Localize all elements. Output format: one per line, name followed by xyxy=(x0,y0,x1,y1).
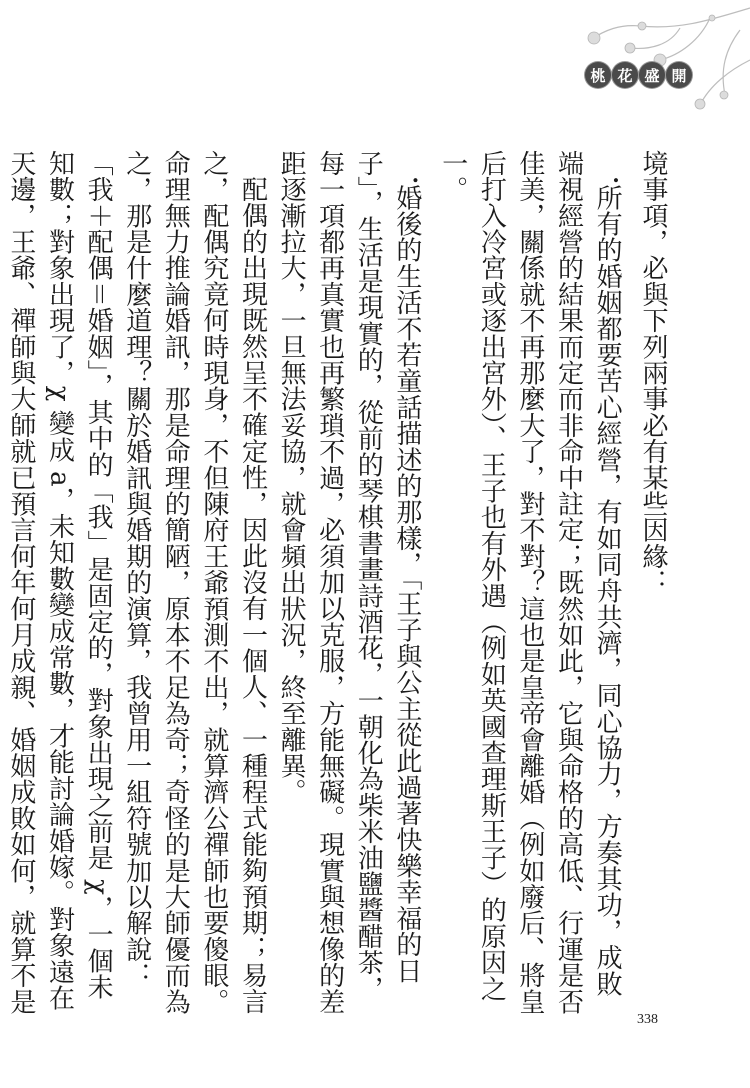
paragraph-text: 婚後的生活不若童話描述的那樣，「王子與公主從此過著快樂幸福的日子」，生活是現實的，從前的琴棋書畫詩酒花，一朝化為柴米油鹽醬醋茶，每一項都再真實也再繁瑣不過，必須加以克服，方能無礙。現實與想像的差距逐漸拉大，一旦無法妥協，就會頻出狀況，終至離異。 xyxy=(276,150,422,1015)
paragraph-text: 配偶的出現既然呈不確定性，因此沒有一個人、一種程式能夠預期；易言之，配偶究竟何時現身，不但陳府王爺預測不出，就算濟公禪師也要傻眼。命理無力推論婚訊，那是命理的簡陋，原本不足為奇；奇怪的是大師優而為之，那是什麼道理？關於婚訊與婚期的演算，我曾用一組符號加以解說：「我＋配偶＝婚姻」，其中的「我」是固定的，對象出現之前是 χ，一個未知數；對象出現了，χ 變成 a，未知數變成常數，才能討論婚嫁。對象遠在天邊，王爺、禪師與大師就已預言何年何月成親、婚姻成敗如何，就算不是 xyxy=(5,150,268,1015)
paragraph-bullet-2 xyxy=(271,150,433,1020)
chapter-badge xyxy=(585,62,692,88)
paragraph-main xyxy=(0,150,271,1020)
bullet-icon: • xyxy=(606,176,623,185)
chapter-char-2: 花 xyxy=(612,62,638,88)
page-number: 338 xyxy=(637,1012,658,1027)
paragraph-bullet-1 xyxy=(433,150,633,1020)
vertical-body-text xyxy=(5,150,672,1020)
bullet-icon: • xyxy=(406,176,423,185)
paragraph-text: 所有的婚姻都要苦心經營，有如同舟共濟，同心協力，方奏其功，成敗端視經營的結果而定而非命中註定；既然如此，它與命格的高低、行運是否佳美，關係就不再那麼大了，對不對？這也是皇帝會離婚（例如廢后、將皇后打入冷宮或逐出宮外）、王子也有外遇（例如英國查理斯王子）的原因之一。 xyxy=(437,150,623,1015)
chapter-char-1: 桃 xyxy=(585,62,611,88)
chapter-char-3: 盛 xyxy=(639,62,665,88)
paragraph-intro xyxy=(633,150,672,1020)
paragraph-text: 境事項，必與下列兩事必有某些因緣： xyxy=(638,150,668,596)
chapter-char-4: 開 xyxy=(666,62,692,88)
